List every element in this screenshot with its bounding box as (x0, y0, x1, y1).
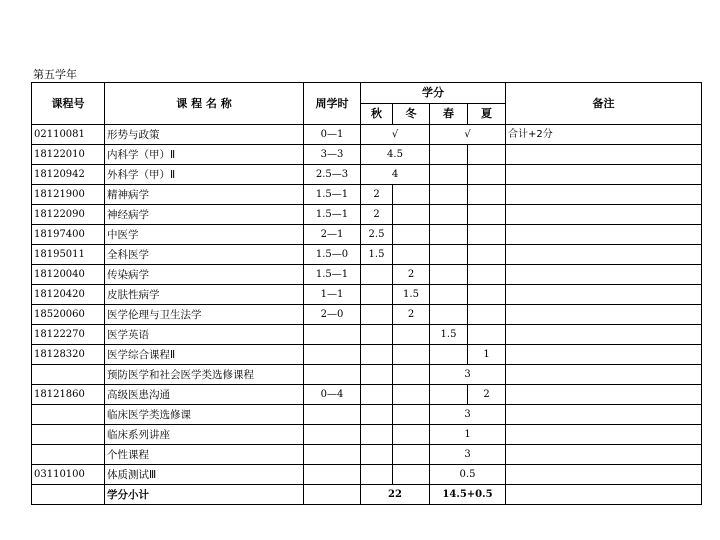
subtotal-row (32, 485, 702, 505)
course-code: 18122270 (32, 325, 105, 345)
remark (506, 365, 702, 385)
credit-empty (393, 405, 430, 425)
weekly-hours (304, 445, 361, 465)
course-code: 18120040 (32, 265, 105, 285)
credit-value: 1.5 (430, 325, 468, 345)
table-row (32, 165, 702, 185)
credit-empty (468, 305, 506, 325)
remark (506, 405, 702, 425)
course-name: 临床医学类选修课 (105, 405, 304, 425)
credit-empty (361, 365, 393, 385)
remark (506, 225, 702, 245)
credit-empty (468, 205, 506, 225)
credit-empty (393, 205, 430, 225)
credit-empty (393, 345, 430, 365)
course-code (32, 365, 105, 385)
subtotal-hours (304, 485, 361, 505)
credit-empty (468, 325, 506, 345)
course-code: 03110100 (32, 465, 105, 485)
course-name: 医学综合课程Ⅱ (105, 345, 304, 365)
remark (506, 465, 702, 485)
table-row (32, 385, 702, 405)
credit-empty (468, 165, 506, 185)
credit-empty (393, 225, 430, 245)
course-name: 体质测试Ⅲ (105, 465, 304, 485)
remark (506, 325, 702, 345)
header-spring: 春 (430, 104, 468, 125)
weekly-hours: 2—0 (304, 305, 361, 325)
credit-empty (361, 265, 393, 285)
weekly-hours: 1—1 (304, 285, 361, 305)
table-row (32, 185, 702, 205)
credit-value: 3 (430, 445, 506, 465)
credit-empty (361, 285, 393, 305)
table-row (32, 265, 702, 285)
table-row (32, 125, 702, 145)
subtotal-autumn-winter: 22 (361, 485, 430, 505)
credit-empty (361, 445, 393, 465)
course-code: 18121900 (32, 185, 105, 205)
course-code: 02110081 (32, 125, 105, 145)
table-row (32, 345, 702, 365)
credit-empty (393, 385, 430, 405)
course-code: 18520060 (32, 305, 105, 325)
credit-empty (430, 345, 468, 365)
course-code (32, 425, 105, 445)
course-name: 神经病学 (105, 205, 304, 225)
credit-empty (468, 145, 506, 165)
table-row (32, 245, 702, 265)
subtotal-remark (506, 485, 702, 505)
header-hours: 周学时 (304, 83, 361, 125)
credit-empty (361, 465, 393, 485)
course-name: 高级医患沟通 (105, 385, 304, 405)
credit-empty (468, 185, 506, 205)
credit-value: 0.5 (430, 465, 506, 485)
table-row (32, 305, 702, 325)
subtotal-code (32, 485, 105, 505)
credit-value: 2 (361, 185, 393, 205)
credit-empty (393, 465, 430, 485)
table-row (32, 285, 702, 305)
weekly-hours: 0—1 (304, 125, 361, 145)
credit-value: 2 (393, 265, 430, 285)
header-code: 课程号 (32, 83, 105, 125)
credit-empty (393, 185, 430, 205)
credit-value: 1 (430, 425, 506, 445)
course-code: 18122090 (32, 205, 105, 225)
course-code (32, 445, 105, 465)
page-title: 第五学年 (33, 68, 77, 81)
remark (506, 425, 702, 445)
credit-empty (361, 345, 393, 365)
course-code (32, 405, 105, 425)
table-row (32, 225, 702, 245)
credit-empty (393, 425, 430, 445)
credit-empty (430, 225, 468, 245)
credit-value: 2 (361, 205, 393, 225)
course-name: 精神病学 (105, 185, 304, 205)
weekly-hours: 1.5—0 (304, 245, 361, 265)
table-row (32, 205, 702, 225)
credit-empty (430, 245, 468, 265)
credit-empty (430, 185, 468, 205)
header-summer: 夏 (468, 104, 506, 125)
credit-empty (430, 285, 468, 305)
course-name: 形势与政策 (105, 125, 304, 145)
table-row (32, 145, 702, 165)
remark (506, 205, 702, 225)
credit-empty (361, 425, 393, 445)
weekly-hours (304, 325, 361, 345)
course-code: 18128320 (32, 345, 105, 365)
header-row (32, 83, 702, 104)
course-code: 18120420 (32, 285, 105, 305)
credit-value: 1.5 (361, 245, 393, 265)
credit-empty (430, 385, 468, 405)
credit-empty (393, 245, 430, 265)
header-credits: 学分 (361, 83, 506, 104)
credit-empty (361, 325, 393, 345)
weekly-hours: 2.5—3 (304, 165, 361, 185)
credit-empty (393, 325, 430, 345)
credit-value: 1 (468, 345, 506, 365)
header-autumn: 秋 (361, 104, 393, 125)
course-code: 18122010 (32, 145, 105, 165)
subtotal-spring-summer: 14.5+0.5 (430, 485, 506, 505)
table-row (32, 465, 702, 485)
remark (506, 285, 702, 305)
header-remark: 备注 (506, 83, 702, 125)
credit-empty (430, 265, 468, 285)
course-code: 18121860 (32, 385, 105, 405)
header-winter: 冬 (393, 104, 430, 125)
credit-value: 2.5 (361, 225, 393, 245)
credit-empty (361, 405, 393, 425)
credit-value: 2 (393, 305, 430, 325)
course-name: 外科学（甲）Ⅱ (105, 165, 304, 185)
remark (506, 165, 702, 185)
weekly-hours (304, 365, 361, 385)
credit-empty (361, 305, 393, 325)
credit-empty (468, 285, 506, 305)
credit-value: 3 (430, 405, 506, 425)
credit-empty (430, 165, 468, 185)
course-name: 临床系列讲座 (105, 425, 304, 445)
credit-empty (393, 445, 430, 465)
remark (506, 445, 702, 465)
credit-value: 2 (468, 385, 506, 405)
remark: 合计+2分 (506, 125, 702, 145)
weekly-hours (304, 465, 361, 485)
credit-empty (430, 205, 468, 225)
weekly-hours: 3—3 (304, 145, 361, 165)
credit-value: 4 (361, 165, 430, 185)
weekly-hours: 0—4 (304, 385, 361, 405)
subtotal-label: 学分小计 (105, 485, 304, 505)
remark (506, 265, 702, 285)
credit-empty (430, 145, 468, 165)
weekly-hours (304, 405, 361, 425)
credit-value: 4.5 (361, 145, 430, 165)
remark (506, 385, 702, 405)
curriculum-table (31, 82, 702, 505)
weekly-hours: 1.5—1 (304, 185, 361, 205)
course-name: 皮肤性病学 (105, 285, 304, 305)
credit-empty (361, 385, 393, 405)
course-name: 全科医学 (105, 245, 304, 265)
header-name: 课 程 名 称 (105, 83, 304, 125)
credit-value: 1.5 (393, 285, 430, 305)
course-name: 中医学 (105, 225, 304, 245)
remark (506, 305, 702, 325)
course-code: 18120942 (32, 165, 105, 185)
course-name: 个性课程 (105, 445, 304, 465)
course-name: 医学英语 (105, 325, 304, 345)
table-row (32, 425, 702, 445)
course-name: 医学伦理与卫生法学 (105, 305, 304, 325)
table-row (32, 325, 702, 345)
course-code: 18197400 (32, 225, 105, 245)
credit-value: √ (361, 125, 430, 145)
remark (506, 185, 702, 205)
course-code: 18195011 (32, 245, 105, 265)
course-name: 内科学（甲）Ⅱ (105, 145, 304, 165)
weekly-hours: 1.5—1 (304, 265, 361, 285)
credit-value: 3 (430, 365, 506, 385)
weekly-hours: 1.5—1 (304, 205, 361, 225)
course-name: 预防医学和社会医学类选修课程 (105, 365, 304, 385)
credit-empty (468, 265, 506, 285)
credit-empty (468, 225, 506, 245)
credit-empty (430, 305, 468, 325)
table-row (32, 405, 702, 425)
table-row (32, 365, 702, 385)
credit-empty (468, 245, 506, 265)
weekly-hours: 2—1 (304, 225, 361, 245)
weekly-hours (304, 425, 361, 445)
remark (506, 345, 702, 365)
remark (506, 245, 702, 265)
course-name: 传染病学 (105, 265, 304, 285)
table-row (32, 445, 702, 465)
weekly-hours (304, 345, 361, 365)
credit-empty (393, 365, 430, 385)
credit-value: √ (430, 125, 506, 145)
remark (506, 145, 702, 165)
